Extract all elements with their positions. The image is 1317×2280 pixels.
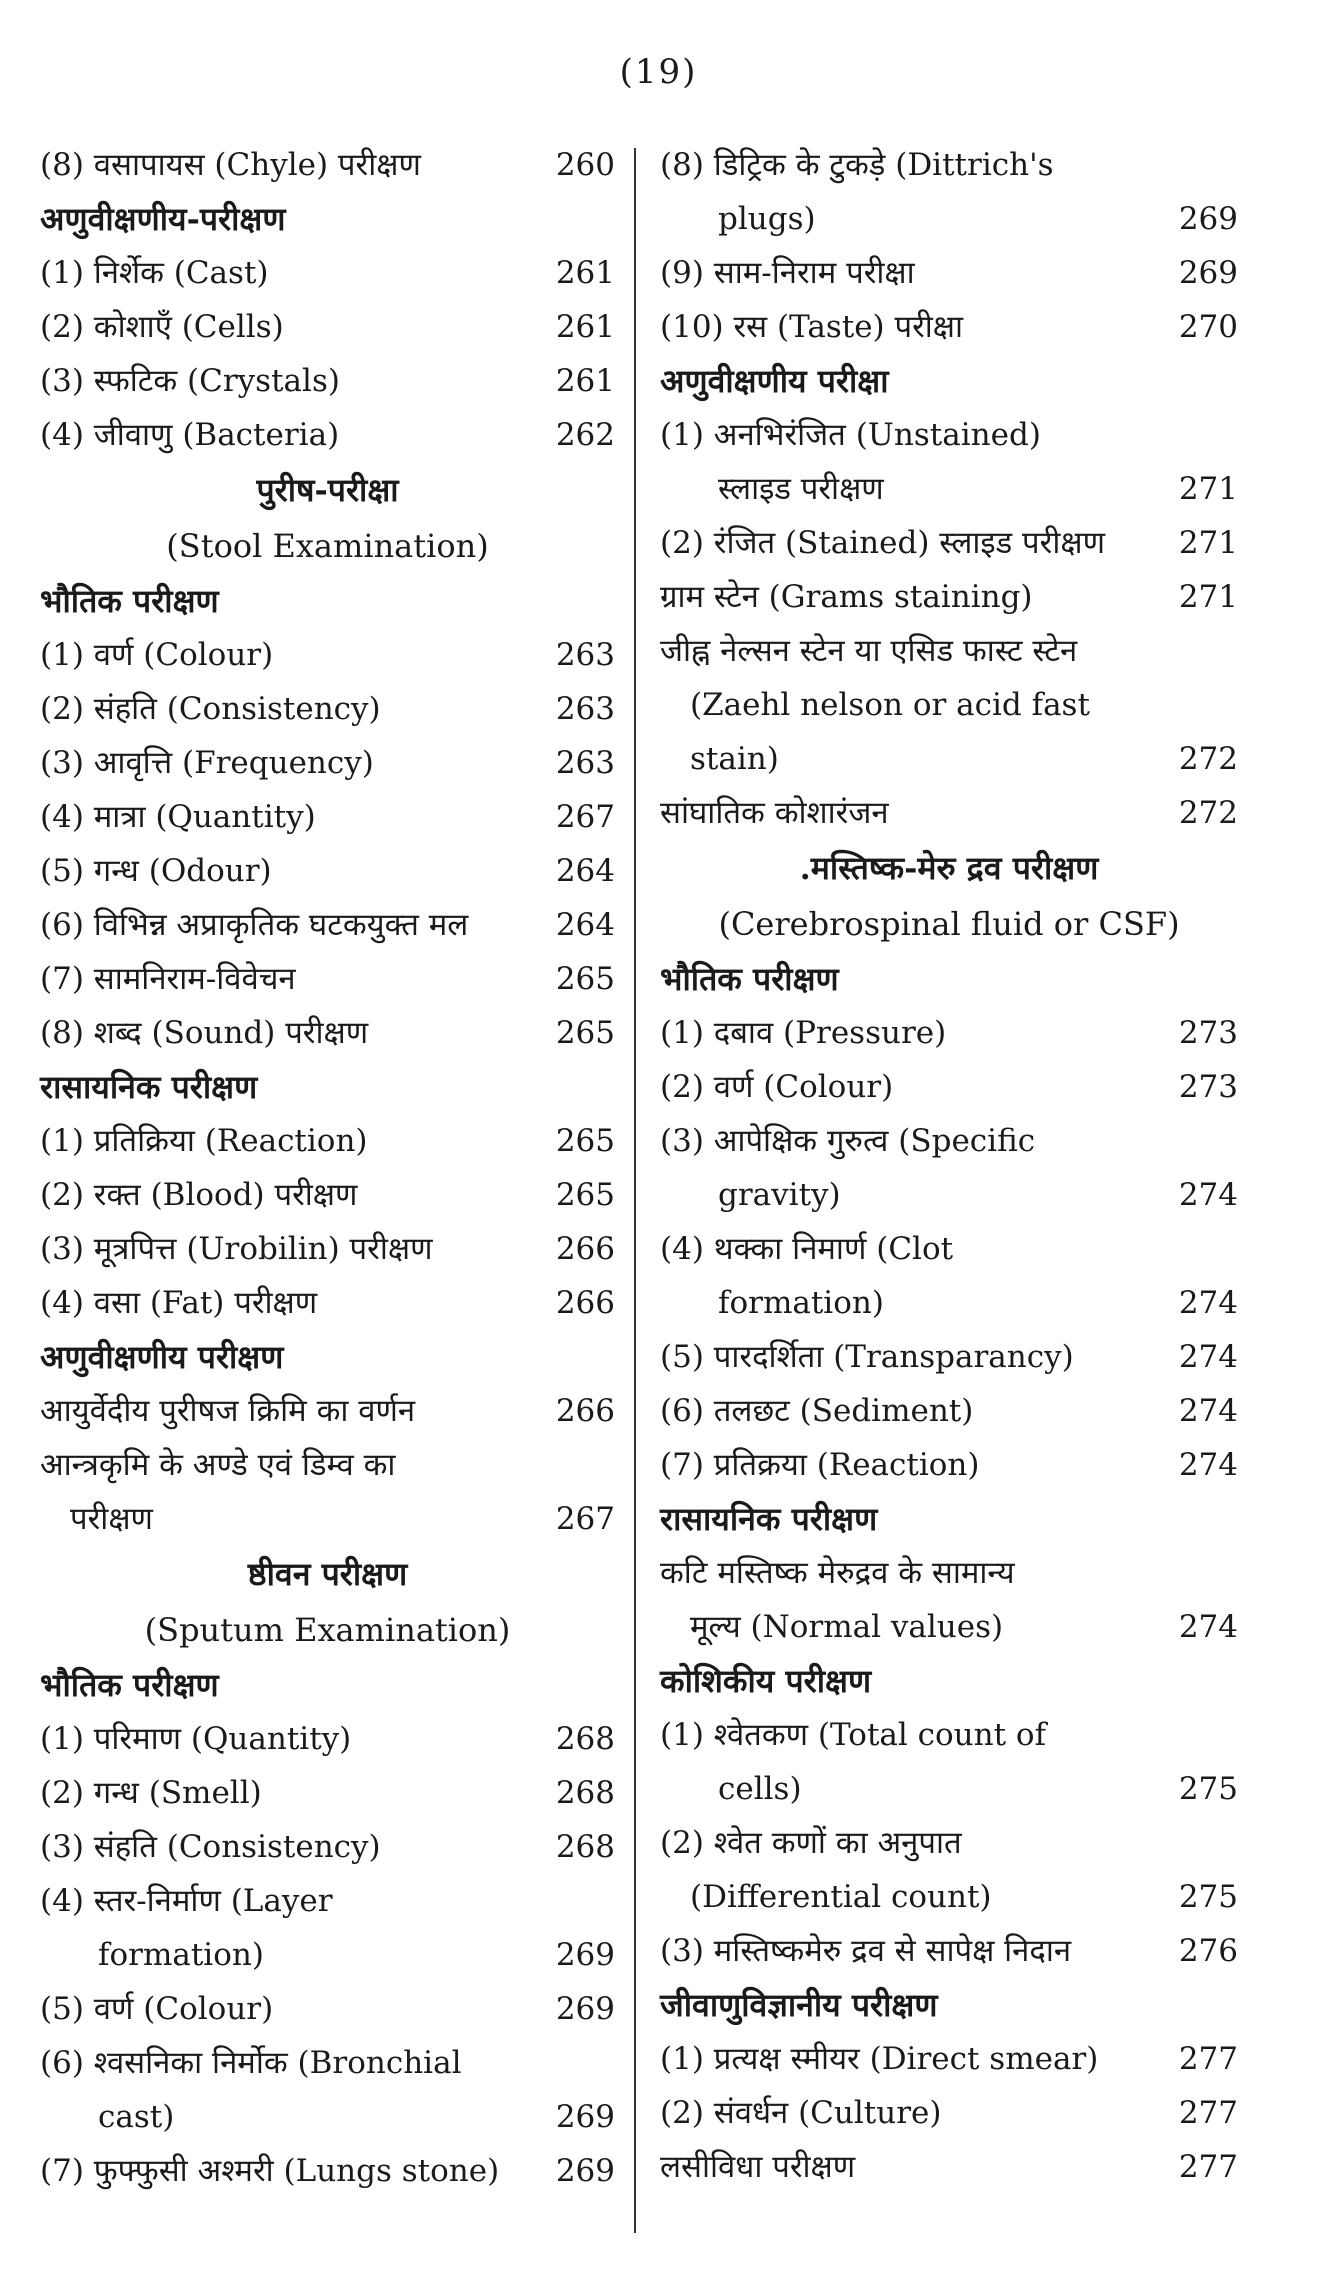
toc-entry: [660, 1924, 1238, 1978]
toc-entry: [660, 1006, 1238, 1060]
toc-entry: [40, 736, 615, 790]
chapter-title: .मस्तिष्क-मेरु द्रव परीक्षण: [799, 849, 1099, 887]
toc-entry-page: 268: [555, 1829, 615, 1865]
toc-entry-page: 265: [555, 1177, 615, 1213]
toc-entry: [40, 300, 615, 354]
toc-entry-page: 261: [555, 309, 615, 345]
toc-entry: [40, 1006, 615, 1060]
toc-entry: [660, 624, 1238, 678]
toc-entry-page: 271: [1178, 579, 1238, 615]
toc-entry-title: परीक्षण: [70, 1501, 153, 1537]
toc-entry-title: (6) विभिन्न अप्राकृतिक घटकयुक्त मल: [40, 907, 469, 943]
toc-entry: [40, 408, 615, 462]
toc-entry-title: (3) स्फटिक (Crystals): [40, 363, 340, 399]
toc-entry-page: 263: [555, 745, 615, 781]
toc-entry-page: 269: [555, 1991, 615, 2027]
toc-entry-title: (2) संहति (Consistency): [40, 691, 381, 727]
toc-entry-page: 272: [1178, 795, 1238, 831]
toc-entry: [40, 246, 615, 300]
toc-entry-title: (1) श्वेतकण (Total count of: [660, 1717, 1047, 1753]
section-heading: अणुवीक्षणीय परीक्षा: [660, 362, 889, 400]
toc-entry-title: (9) साम-निराम परीक्षा: [660, 255, 915, 291]
toc-entry-title: (3) मूत्रपित्त (Urobilin) परीक्षण: [40, 1231, 433, 1267]
toc-entry: [660, 138, 1238, 192]
toc-entry: [40, 682, 615, 736]
toc-entry: [660, 1708, 1238, 1762]
toc-entry-title: (Zaehl nelson or acid fast: [690, 687, 1090, 723]
toc-entry-title: (1) परिमाण (Quantity): [40, 1721, 352, 1757]
toc-entry: [660, 1816, 1238, 1870]
toc-entry-title: (1) प्रत्यक्ष स्मीयर (Direct smear): [660, 2041, 1099, 2077]
toc-entry: [660, 786, 1238, 840]
toc-entry-page: 277: [1178, 2149, 1238, 2185]
toc-entry: [660, 732, 1238, 786]
toc-entry: [660, 192, 1238, 246]
toc-entry: [40, 1168, 615, 1222]
toc-entry-title: (1) वर्ण (Colour): [40, 637, 274, 673]
toc-entry: [40, 1820, 615, 1874]
toc-entry-title: (5) गन्ध (Odour): [40, 853, 272, 889]
toc-entry-title: plugs): [718, 201, 816, 237]
toc-entry: [660, 408, 1238, 462]
toc-entry-title: (2) रंजित (Stained) स्लाइड परीक्षण: [660, 525, 1106, 561]
toc-entry: [660, 246, 1238, 300]
toc-entry-title: (1) निर्शेक (Cast): [40, 255, 269, 291]
toc-entry-title: (8) वसापायस (Chyle) परीक्षण: [40, 147, 421, 183]
section-heading: जीवाणुविज्ञानीय परीक्षण: [660, 1986, 938, 2024]
toc-entry: [40, 1492, 615, 1546]
toc-entry: [660, 1384, 1238, 1438]
toc-entry-title: (5) पारदर्शिता (Transparancy): [660, 1339, 1074, 1375]
toc-entry: [660, 2086, 1238, 2140]
left-column: [40, 138, 615, 2198]
toc-entry-title: (5) वर्ण (Colour): [40, 1991, 274, 2027]
toc-entry-title: (8) शब्द (Sound) परीक्षण: [40, 1015, 369, 1051]
toc-entry-title: (3) संहति (Consistency): [40, 1829, 381, 1865]
toc-entry-page: 265: [555, 1123, 615, 1159]
toc-entry-title: (7) फुफ्फुसी अश्मरी (Lungs stone): [40, 2153, 500, 2189]
toc-entry: [660, 1330, 1238, 1384]
toc-entry: [40, 952, 615, 1006]
column-divider: [634, 148, 636, 2233]
toc-entry-page: 268: [555, 1721, 615, 1757]
toc-entry: [40, 1438, 615, 1492]
toc-entry: [660, 1060, 1238, 1114]
toc-entry: [40, 1874, 615, 1928]
toc-entry-page: 271: [1178, 525, 1238, 561]
toc-entry-title: (2) संवर्धन (Culture): [660, 2095, 942, 2131]
toc-entry: [40, 628, 615, 682]
toc-entry-title: (3) आवृत्ति (Frequency): [40, 745, 374, 781]
toc-entry: [40, 1114, 615, 1168]
toc-entry-title: (3) मस्तिष्कमेरु द्रव से सापेक्ष निदान: [660, 1933, 1072, 1969]
toc-entry-page: 261: [555, 363, 615, 399]
toc-entry: [40, 1982, 615, 2036]
toc-entry-page: 273: [1178, 1069, 1238, 1105]
section-heading: अणुवीक्षणीय-परीक्षण: [40, 200, 286, 238]
toc-entry-page: 262: [555, 417, 615, 453]
toc-entry: [40, 1928, 615, 1982]
toc-entry: [660, 1114, 1238, 1168]
toc-entry-page: 269: [555, 2099, 615, 2135]
toc-entry-page: 261: [555, 255, 615, 291]
toc-entry-title: formation): [98, 1937, 264, 1973]
right-column: [660, 138, 1238, 2194]
toc-entry: [40, 1384, 615, 1438]
toc-entry-page: 267: [555, 1501, 615, 1537]
toc-entry-page: 275: [1178, 1879, 1238, 1915]
toc-entry-page: 277: [1178, 2095, 1238, 2131]
toc-entry-page: 269: [555, 2153, 615, 2189]
toc-entry: [40, 1766, 615, 1820]
toc-entry-title: (6) तलछट (Sediment): [660, 1393, 974, 1429]
toc-entry: [660, 1438, 1238, 1492]
toc-entry-title: cast): [98, 2099, 175, 2135]
toc-entry-title: (2) कोशाएँ (Cells): [40, 309, 284, 345]
toc-entry-title: लसीविधा परीक्षण: [660, 2149, 856, 2185]
toc-entry-title: आयुर्वेदीय पुरीषज क्रिमि का वर्णन: [40, 1393, 416, 1429]
toc-entry: [40, 1276, 615, 1330]
toc-entry-title: (4) वसा (Fat) परीक्षण: [40, 1285, 318, 1321]
toc-entry-page: 269: [555, 1937, 615, 1973]
toc-entry-page: 265: [555, 1015, 615, 1051]
toc-entry-page: 274: [1178, 1609, 1238, 1645]
toc-entry-title: (1) प्रतिक्रिया (Reaction): [40, 1123, 368, 1159]
toc-entry-title: (10) रस (Taste) परीक्षा: [660, 309, 964, 345]
toc-entry-title: ग्राम स्टेन (Grams staining): [660, 579, 1033, 615]
toc-entry-title: जीह्न नेल्सन स्टेन या एसिड फास्ट स्टेन: [660, 633, 1078, 669]
toc-entry: [660, 1546, 1238, 1600]
toc-entry: [40, 1712, 615, 1766]
toc-entry-page: 267: [555, 799, 615, 835]
toc-entry-page: 263: [555, 637, 615, 673]
section-heading: रासायनिक परीक्षण: [660, 1500, 878, 1538]
toc-entry-title: सांघातिक कोशारंजन: [660, 795, 889, 831]
toc-entry-title: (7) प्रतिक्रया (Reaction): [660, 1447, 980, 1483]
section-heading: भौतिक परीक्षण: [660, 960, 839, 998]
chapter-title: पुरीष-परीक्षा: [256, 471, 399, 509]
toc-entry-page: 275: [1178, 1771, 1238, 1807]
toc-entry-title: आन्त्रकृमि के अण्डे एवं डिम्व का: [40, 1447, 396, 1483]
section-heading: कोशिकीय परीक्षण: [660, 1662, 872, 1700]
toc-entry-page: 268: [555, 1775, 615, 1811]
toc-entry-page: 274: [1178, 1177, 1238, 1213]
toc-entry-title: (4) मात्रा (Quantity): [40, 799, 316, 835]
toc-entry-page: 271: [1178, 471, 1238, 507]
toc-entry-page: 265: [555, 961, 615, 997]
toc-entry-page: 264: [555, 907, 615, 943]
toc-entry: [40, 898, 615, 952]
toc-entry-title: कटि मस्तिष्क मेरुद्रव के सामान्य: [660, 1555, 1015, 1591]
toc-entry-page: 266: [555, 1231, 615, 1267]
toc-entry-page: 274: [1178, 1393, 1238, 1429]
toc-entry-title: (2) गन्ध (Smell): [40, 1775, 262, 1811]
chapter-title: ष्ठीवन परीक्षण: [247, 1555, 408, 1593]
toc-entry: [40, 138, 615, 192]
toc-entry-title: स्लाइड परीक्षण: [718, 471, 884, 507]
toc-entry-page: 274: [1178, 1285, 1238, 1321]
toc-entry: [40, 844, 615, 898]
toc-entry-title: formation): [718, 1285, 884, 1321]
toc-entry: [660, 678, 1238, 732]
toc-entry-title: (Differential count): [690, 1879, 992, 1915]
toc-entry-title: (4) थक्का निमार्ण (Clot: [660, 1231, 954, 1267]
toc-entry-title: (6) श्वसनिका निर्मोक (Bronchial: [40, 2045, 462, 2081]
toc-entry-title: (8) डिट्रिक के टुकड़े (Dittrich's: [660, 147, 1054, 183]
toc-entry-page: 273: [1178, 1015, 1238, 1051]
chapter-subtitle: (Sputum Examination): [144, 1611, 511, 1649]
toc-entry-title: (3) आपेक्षिक गुरुत्व (Specific: [660, 1123, 1036, 1159]
toc-entry: [40, 2090, 615, 2144]
toc-entry-title: cells): [718, 1771, 802, 1807]
toc-entry-page: 266: [555, 1393, 615, 1429]
toc-entry: [660, 1600, 1238, 1654]
toc-entry-title: (4) जीवाणु (Bacteria): [40, 417, 340, 453]
section-heading: रासायनिक परीक्षण: [40, 1068, 258, 1106]
toc-entry-title: stain): [690, 741, 779, 777]
toc-entry-page: 276: [1178, 1933, 1238, 1969]
toc-entry-page: 274: [1178, 1447, 1238, 1483]
toc-entry-page: 272: [1178, 741, 1238, 777]
section-heading: भौतिक परीक्षण: [40, 582, 219, 620]
toc-entry: [660, 1870, 1238, 1924]
toc-entry-page: 266: [555, 1285, 615, 1321]
toc-entry-title: (1) अनभिरंजित (Unstained): [660, 417, 1041, 453]
toc-entry-title: (2) वर्ण (Colour): [660, 1069, 894, 1105]
toc-entry: [660, 570, 1238, 624]
chapter-subtitle: (Cerebrospinal fluid or CSF): [718, 905, 1180, 943]
toc-entry-page: 274: [1178, 1339, 1238, 1375]
toc-entry-title: (2) रक्त (Blood) परीक्षण: [40, 1177, 358, 1213]
toc-entry: [660, 1222, 1238, 1276]
toc-entry-title: gravity): [718, 1177, 841, 1213]
toc-entry: [660, 1762, 1238, 1816]
toc-entry-title: (7) सामनिराम-विवेचन: [40, 961, 296, 997]
chapter-subtitle: (Stool Examination): [166, 527, 489, 565]
toc-entry: [660, 462, 1238, 516]
toc-entry: [660, 1168, 1238, 1222]
toc-entry-page: 263: [555, 691, 615, 727]
toc-entry-page: 264: [555, 853, 615, 889]
toc-entry: [40, 2144, 615, 2198]
toc-entry: [660, 2032, 1238, 2086]
page-number: (19): [619, 52, 698, 92]
toc-entry-page: 269: [1178, 255, 1238, 291]
section-heading: अणुवीक्षणीय परीक्षण: [40, 1338, 284, 1376]
toc-entry-title: मूल्य (Normal values): [690, 1609, 1004, 1645]
toc-entry-title: (1) दबाव (Pressure): [660, 1015, 947, 1051]
toc-entry-title: (4) स्तर-निर्माण (Layer: [40, 1883, 333, 1919]
toc-entry-page: 277: [1178, 2041, 1238, 2077]
toc-entry-page: 269: [1178, 201, 1238, 237]
toc-entry-title: (2) श्वेत कणों का अनुपात: [660, 1825, 962, 1861]
toc-entry: [40, 790, 615, 844]
toc-entry: [660, 2140, 1238, 2194]
toc-entry: [660, 1276, 1238, 1330]
toc-entry: [40, 2036, 615, 2090]
toc-entry: [660, 516, 1238, 570]
toc-entry-page: 270: [1178, 309, 1238, 345]
toc-entry: [40, 354, 615, 408]
toc-entry-page: 260: [555, 147, 615, 183]
toc-entry: [40, 1222, 615, 1276]
section-heading: भौतिक परीक्षण: [40, 1666, 219, 1704]
toc-entry: [660, 300, 1238, 354]
